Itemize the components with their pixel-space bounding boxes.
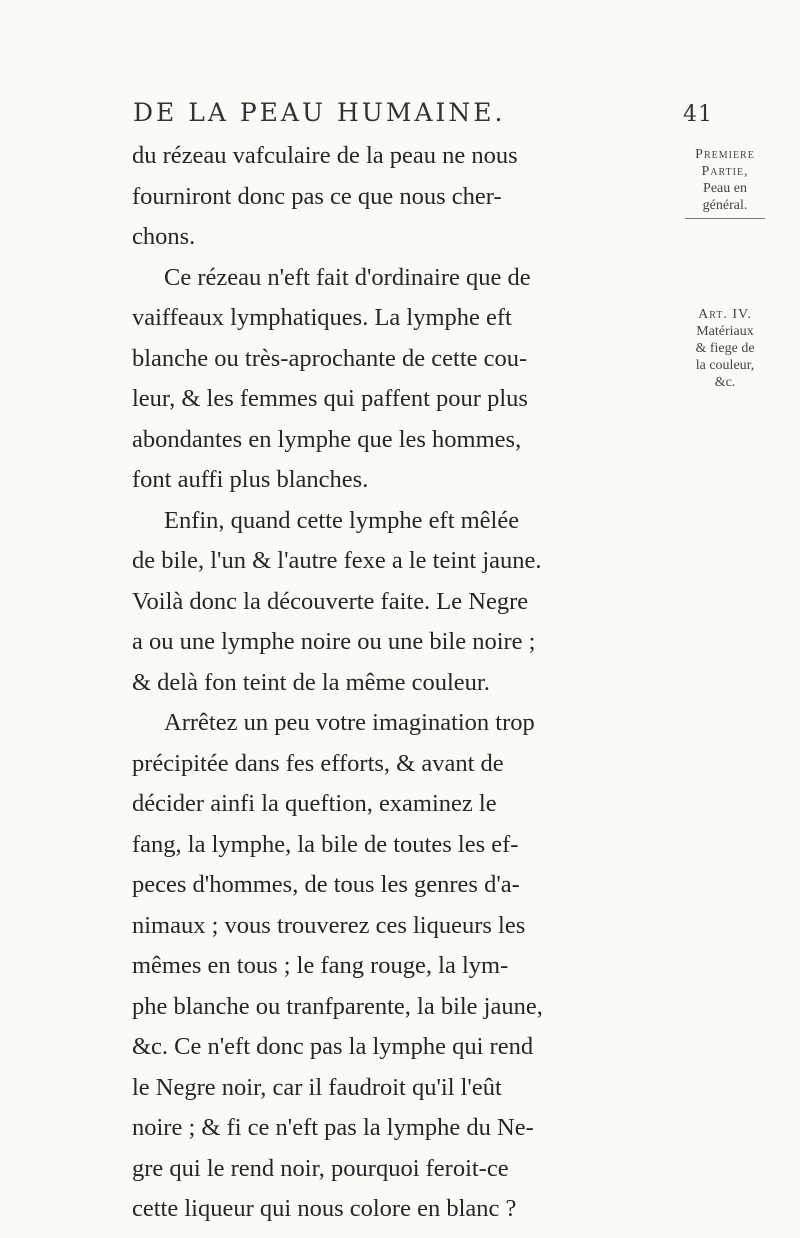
margin-note-part (670, 146, 780, 219)
running-header (133, 98, 713, 127)
margin-note-line: Peau en (703, 181, 747, 196)
text-line: mêmes en tous ; le fang rouge, la lym- (132, 952, 509, 979)
margin-note-line: Matériaux (696, 324, 754, 339)
text-line: peces d'hommes, de tous les genres d'a- (132, 871, 520, 898)
text-line: a ou une lymphe noire ou une bile noire ; (132, 628, 536, 655)
margin-note-line: Premiere (695, 147, 755, 162)
text-line: précipitée dans fes efforts, & avant de (132, 749, 504, 777)
text-line: & delà fon teint de la même couleur. (132, 668, 490, 696)
margin-note-line: & fiege de (695, 341, 755, 356)
margin-note-article (670, 306, 780, 391)
margin-note-line: général. (702, 198, 748, 213)
text-line: le Negre noir, car il faudroit qu'il l'eût (132, 1073, 502, 1101)
text-line: du rézeau vafculaire de la peau ne nous (132, 142, 518, 169)
text-line: vaiffeaux lymphatiques. La lymphe eft (132, 304, 512, 331)
text-line: phe blanche ou tranfparente, la bile jaune, (132, 992, 543, 1020)
text-line: noire ; & fi ce n'eft pas la lymphe du Ne- (132, 1114, 534, 1141)
text-line: gre qui le rend noir, pourquoi feroit-ce (132, 1154, 509, 1182)
text-line: de bile, l'un & l'autre fexe a le teint jaune. (132, 547, 542, 574)
margin-note-line: Art. IV. (698, 307, 752, 322)
text-line: décider ainfi la queftion, examinez le (132, 790, 497, 817)
text-line: nimaux ; vous trouverez ces liqueurs les (132, 911, 526, 939)
text-line: font auffi plus blanches. (132, 466, 369, 493)
text-line: chons. (132, 223, 196, 250)
text-line: cette liqueur qui nous colore en blanc ? (132, 1195, 517, 1222)
text-line: &c. Ce n'eft donc pas la lymphe qui rend (132, 1033, 534, 1060)
body-text (132, 136, 662, 1230)
text-line: Arrêtez un peu votre imagination trop (164, 709, 535, 736)
text-line: Ce rézeau n'eft fait d'ordinaire que de (164, 263, 531, 291)
text-line: leur, & les femmes qui paffent pour plus (132, 385, 528, 412)
text-line: fourniront donc pas ce que nous cher- (132, 182, 502, 210)
margin-note-line: &c. (714, 375, 736, 390)
page-number: 41 (683, 102, 713, 127)
margin-note-line: Partie, (701, 164, 749, 179)
running-title: DE LA PEAU HUMAINE. (133, 98, 506, 127)
text-line: Voilà donc la découverte faite. Le Negre (132, 587, 529, 615)
text-line: Enfin, quand cette lymphe eft mêlée (164, 506, 520, 534)
margin-rule (685, 218, 765, 219)
text-line: blanche ou très-aprochante de cette cou- (132, 344, 528, 372)
margin-note-line: la couleur, (695, 358, 755, 373)
text-line: fang, la lymphe, la bile de toutes les ef- (132, 830, 519, 858)
text-line: abondantes en lymphe que les hommes, (132, 425, 522, 453)
